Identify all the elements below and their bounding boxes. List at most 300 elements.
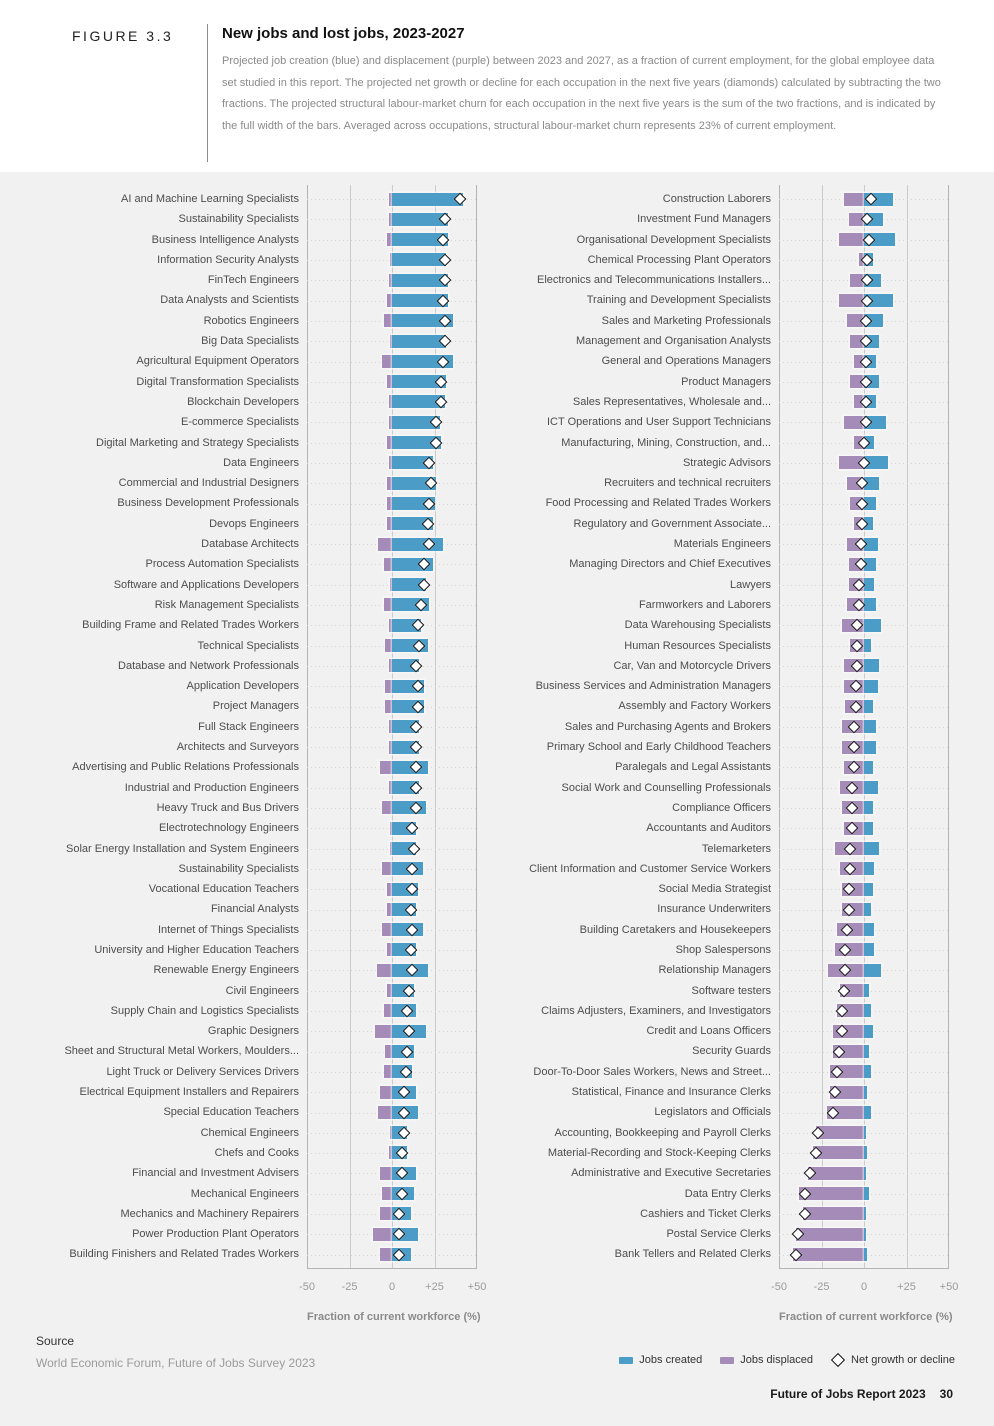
x-tick-label: 0 [388, 1281, 396, 1293]
jobs-created-bar [864, 741, 876, 754]
row-plot [307, 351, 477, 371]
figure-header [0, 0, 994, 172]
row-plot [779, 1123, 949, 1143]
occupation-row [36, 737, 477, 757]
occupation-label: Management and Organisation Analysts [575, 335, 771, 348]
row-plot [779, 1224, 949, 1244]
occupation-label: Material-Recording and Stock-Keeping Clerks [547, 1146, 771, 1159]
occupation-label: Power Production Plant Operators [132, 1228, 299, 1241]
occupation-row [36, 1204, 477, 1224]
occupation-row [508, 1082, 949, 1102]
row-plot [307, 960, 477, 980]
legend-item [720, 1354, 813, 1366]
row-plot [779, 230, 949, 250]
jobs-created-bar [864, 984, 869, 997]
jobs-displaced-bar [380, 1207, 392, 1220]
occupation-row [36, 311, 477, 331]
row-plot [307, 209, 477, 229]
chart-legend [619, 1354, 955, 1366]
jobs-displaced-bar [385, 639, 392, 652]
jobs-displaced-bar [384, 558, 393, 571]
report-title: Future of Jobs Report 2023 [770, 1387, 926, 1401]
jobs-created-bar [864, 801, 873, 814]
occupation-row [36, 1082, 477, 1102]
occupation-row [36, 1001, 477, 1021]
occupation-label: Sheet and Structural Metal Workers, Moulders... [64, 1045, 299, 1058]
occupation-label: Legislators and Officials [654, 1106, 771, 1119]
occupation-row [508, 412, 949, 432]
occupation-label: Training and Development Specialists [586, 294, 771, 307]
row-plot [307, 372, 477, 392]
occupation-row [508, 717, 949, 737]
row-plot [307, 818, 477, 838]
occupation-label: Business Intelligence Analysts [151, 233, 299, 246]
row-plot [307, 798, 477, 818]
row-plot [779, 798, 949, 818]
occupation-row [36, 981, 477, 1001]
occupation-row [508, 1204, 949, 1224]
row-plot [779, 1163, 949, 1183]
row-plot [307, 554, 477, 574]
occupation-label: Industrial and Production Engineers [124, 781, 299, 794]
occupation-row [508, 1001, 949, 1021]
occupation-label: Special Education Teachers [163, 1106, 299, 1119]
occupation-row [36, 1184, 477, 1204]
jobs-created-bar [864, 1126, 866, 1139]
occupation-row [508, 595, 949, 615]
x-tick-label: 0 [860, 1281, 868, 1293]
jobs-created-bar [864, 1228, 866, 1241]
jobs-created-bar [864, 862, 874, 875]
occupation-label: Technical Specialists [197, 639, 299, 652]
occupation-row [508, 554, 949, 574]
bar-rows [508, 189, 949, 1265]
row-plot [307, 270, 477, 290]
occupation-row [36, 615, 477, 635]
occupation-row [36, 1244, 477, 1264]
occupation-label: Digital Marketing and Strategy Specialists [96, 436, 299, 449]
occupation-label: Project Managers [212, 700, 299, 713]
occupation-row [508, 798, 949, 818]
occupation-label: Data Engineers [223, 456, 299, 469]
occupation-row [36, 412, 477, 432]
occupation-label: Insurance Underwriters [657, 903, 771, 916]
occupation-label: Mechanical Engineers [190, 1187, 299, 1200]
jobs-created-bar [864, 1248, 867, 1261]
jobs-displaced-bar [385, 700, 392, 713]
jobs-created-bar [864, 1086, 867, 1099]
row-plot [779, 1041, 949, 1061]
row-plot [307, 778, 477, 798]
occupation-row [36, 1123, 477, 1143]
row-plot [307, 595, 477, 615]
row-plot [307, 940, 477, 960]
occupation-label: Blockchain Developers [187, 395, 299, 408]
occupation-row [36, 1224, 477, 1244]
occupation-row [508, 534, 949, 554]
row-plot [779, 778, 949, 798]
row-plot [307, 1143, 477, 1163]
occupation-label: University and Higher Education Teachers [94, 943, 299, 956]
legend-item [831, 1354, 955, 1366]
jobs-displaced-bar [385, 680, 392, 693]
occupation-row [508, 331, 949, 351]
row-plot [779, 189, 949, 209]
row-plot [307, 859, 477, 879]
occupation-label: Strategic Advisors [682, 456, 771, 469]
x-tick-label: -50 [299, 1281, 315, 1293]
jobs-displaced-bar [385, 1045, 392, 1058]
figure-number: FIGURE 3.3 [72, 28, 174, 44]
occupation-row [36, 595, 477, 615]
row-plot [779, 433, 949, 453]
jobs-displaced-bar [839, 233, 865, 246]
row-plot [779, 1062, 949, 1082]
row-plot [307, 1001, 477, 1021]
row-plot [779, 250, 949, 270]
occupation-row [36, 209, 477, 229]
row-plot [307, 1082, 477, 1102]
x-axis-ticks [771, 1281, 959, 1295]
occupation-row [36, 250, 477, 270]
occupation-row [508, 514, 949, 534]
jobs-created-bar [864, 680, 878, 693]
row-plot [307, 879, 477, 899]
row-plot [779, 311, 949, 331]
row-plot [779, 615, 949, 635]
occupation-row [36, 392, 477, 412]
occupation-row [508, 818, 949, 838]
occupation-label: E-commerce Specialists [181, 416, 299, 429]
occupation-label: Application Developers [186, 680, 299, 693]
jobs-created-bar [864, 619, 881, 632]
row-plot [779, 1102, 949, 1122]
jobs-created-bar [864, 700, 873, 713]
row-plot [307, 1184, 477, 1204]
occupation-label: Chemical Processing Plant Operators [587, 253, 771, 266]
row-plot [307, 189, 477, 209]
x-tick-label: +50 [467, 1281, 487, 1293]
occupation-label: Business Development Professionals [117, 497, 299, 510]
occupation-label: Security Guards [692, 1045, 771, 1058]
jobs-created-bar [864, 598, 876, 611]
legend-item [619, 1354, 702, 1366]
jobs-created-bar [392, 538, 443, 551]
occupation-row [36, 656, 477, 676]
row-plot [779, 981, 949, 1001]
occupation-row [508, 1163, 949, 1183]
x-tick-label: +25 [897, 1281, 916, 1293]
occupation-label: Digital Transformation Specialists [136, 375, 299, 388]
occupation-label: Organisational Development Specialists [576, 233, 771, 246]
occupation-label: Graphic Designers [207, 1025, 299, 1038]
source-text: World Economic Forum, Future of Jobs Survey 2023 [36, 1356, 316, 1370]
occupation-row [36, 859, 477, 879]
jobs-displaced-bar [384, 314, 393, 327]
jobs-created-bar [864, 659, 879, 672]
jobs-displaced-bar [380, 1167, 392, 1180]
occupation-label: General and Operations Managers [601, 355, 771, 368]
source-heading: Source [36, 1334, 75, 1348]
occupation-label: Investment Fund Managers [637, 213, 771, 226]
occupation-label: Social Media Strategist [658, 883, 771, 896]
legend-label: Net growth or decline [851, 1354, 955, 1366]
jobs-displaced-bar [380, 1086, 392, 1099]
occupation-label: Manufacturing, Mining, Construction, and... [561, 436, 771, 449]
row-plot [779, 960, 949, 980]
occupation-label: Sales and Purchasing Agents and Brokers [564, 720, 771, 733]
occupation-label: Robotics Engineers [203, 314, 299, 327]
occupation-row [36, 331, 477, 351]
occupation-label: Supply Chain and Logistics Specialists [110, 1004, 299, 1017]
occupation-label: Software and Applications Developers [113, 578, 299, 591]
occupation-label: Advertising and Public Relations Professionals [72, 761, 299, 774]
row-plot [779, 737, 949, 757]
row-plot [779, 412, 949, 432]
occupation-label: Light Truck or Delivery Services Drivers [106, 1065, 299, 1078]
jobs-created-bar [864, 822, 873, 835]
occupation-label: Materials Engineers [673, 538, 771, 551]
occupation-row [36, 879, 477, 899]
occupation-label: Data Warehousing Specialists [624, 619, 771, 632]
row-plot [779, 493, 949, 513]
row-plot [307, 757, 477, 777]
row-plot [307, 899, 477, 919]
occupation-row [508, 1102, 949, 1122]
row-plot [779, 270, 949, 290]
occupation-label: Construction Laborers [662, 193, 771, 205]
occupation-row [508, 920, 949, 940]
occupation-label: Database and Network Professionals [118, 659, 299, 672]
row-plot [307, 615, 477, 635]
occupation-row [36, 534, 477, 554]
jobs-created-bar [864, 1004, 871, 1017]
occupation-label: Product Managers [681, 375, 771, 388]
occupation-label: Recruiters and technical recruiters [604, 477, 771, 490]
row-plot [779, 696, 949, 716]
occupation-row [508, 1062, 949, 1082]
row-plot [779, 1143, 949, 1163]
occupation-label: Building Finishers and Related Trades Workers [69, 1248, 299, 1261]
jobs-created-bar [864, 923, 874, 936]
occupation-label: Client Information and Customer Service Workers [529, 862, 771, 875]
occupation-row [36, 839, 477, 859]
occupation-row [36, 757, 477, 777]
row-plot [307, 311, 477, 331]
occupation-label: Paralegals and Legal Assistants [615, 761, 771, 774]
jobs-displaced-bar [793, 1248, 864, 1261]
occupation-label: Relationship Managers [658, 964, 771, 977]
occupation-label: Sustainability Specialists [178, 213, 299, 226]
row-plot [779, 717, 949, 737]
occupation-label: FinTech Engineers [207, 274, 299, 287]
occupation-row [508, 778, 949, 798]
row-plot [779, 392, 949, 412]
occupation-row [36, 636, 477, 656]
row-plot [307, 392, 477, 412]
occupation-label: Accounting, Bookkeeping and Payroll Clerks [554, 1126, 771, 1139]
occupation-row [36, 453, 477, 473]
occupation-label: Financial and Investment Advisers [132, 1167, 299, 1180]
jobs-created-bar [864, 761, 873, 774]
row-plot [779, 818, 949, 838]
jobs-created-bar [864, 943, 874, 956]
page-footer [770, 1387, 953, 1401]
occupation-label: Car, Van and Motorcycle Drivers [613, 659, 771, 672]
occupation-label: Primary School and Early Childhood Teachers [546, 741, 771, 754]
occupation-label: Sales and Marketing Professionals [601, 314, 771, 327]
occupation-row [36, 189, 477, 209]
row-plot [779, 1021, 949, 1041]
row-plot [307, 433, 477, 453]
occupation-label: Solar Energy Installation and System Engineers [66, 842, 299, 855]
occupation-label: Accountants and Auditors [646, 822, 771, 835]
row-plot [307, 1102, 477, 1122]
row-plot [307, 696, 477, 716]
jobs-displaced-bar [844, 193, 864, 206]
figure-title: New jobs and lost jobs, 2023-2027 [222, 25, 465, 42]
occupation-label: Mechanics and Machinery Repairers [120, 1207, 299, 1220]
occupation-label: Telemarketers [701, 842, 771, 855]
row-plot [307, 453, 477, 473]
occupation-row [508, 250, 949, 270]
jobs-displaced-bar [378, 1106, 392, 1119]
row-plot [779, 1082, 949, 1102]
occupation-row [508, 209, 949, 229]
jobs-created-bar [864, 1207, 866, 1220]
occupation-label: Vocational Education Teachers [148, 883, 299, 896]
occupation-label: Database Architects [201, 538, 299, 551]
row-plot [307, 514, 477, 534]
row-plot [307, 1123, 477, 1143]
row-plot [779, 920, 949, 940]
jobs-displaced-bar [382, 923, 392, 936]
occupation-label: Sustainability Specialists [178, 862, 299, 875]
occupation-label: Food Processing and Related Trades Workers [545, 497, 771, 510]
row-plot [307, 676, 477, 696]
row-plot [307, 839, 477, 859]
row-plot [779, 636, 949, 656]
occupation-label: Big Data Specialists [201, 335, 299, 348]
occupation-label: Chefs and Cooks [214, 1146, 299, 1159]
occupation-label: Human Resources Specialists [624, 639, 771, 652]
occupation-label: Process Automation Specialists [145, 558, 299, 571]
occupation-label: Software testers [691, 984, 771, 997]
row-plot [307, 575, 477, 595]
row-plot [779, 879, 949, 899]
occupation-label: Commercial and Industrial Designers [118, 477, 299, 490]
occupation-row [508, 351, 949, 371]
row-plot [307, 534, 477, 554]
occupation-row [508, 1244, 949, 1264]
row-plot [307, 230, 477, 250]
occupation-row [36, 473, 477, 493]
occupation-label: Electrotechnology Engineers [158, 822, 299, 835]
occupation-label: ICT Operations and User Support Technicians [547, 416, 771, 429]
row-plot [779, 656, 949, 676]
occupation-label: Managing Directors and Chief Executives [569, 558, 771, 571]
header-divider [207, 24, 208, 162]
row-plot [779, 575, 949, 595]
occupation-row [36, 270, 477, 290]
row-plot [307, 1224, 477, 1244]
occupation-label: Door-To-Door Sales Workers, News and Street... [533, 1065, 771, 1078]
occupation-label: AI and Machine Learning Specialists [121, 193, 299, 205]
occupation-row [508, 757, 949, 777]
jobs-created-bar [864, 1025, 873, 1038]
occupation-row [508, 1021, 949, 1041]
occupation-label: Assembly and Factory Workers [618, 700, 771, 713]
occupation-row [36, 798, 477, 818]
occupation-label: Financial Analysts [210, 903, 299, 916]
occupation-row [508, 737, 949, 757]
occupation-row [508, 859, 949, 879]
x-axis-label: Fraction of current workforce (%) [307, 1311, 481, 1323]
jobs-displaced-bar [377, 964, 392, 977]
occupation-label: Data Analysts and Scientists [160, 294, 299, 307]
occupation-row [508, 270, 949, 290]
occupation-row [36, 696, 477, 716]
occupation-row [508, 453, 949, 473]
row-plot [779, 209, 949, 229]
occupation-row [508, 433, 949, 453]
jobs-created-bar [864, 1146, 867, 1159]
occupation-label: Shop Salespersons [675, 943, 771, 956]
row-plot [307, 737, 477, 757]
occupation-label: Internet of Things Specialists [157, 923, 299, 936]
occupation-row [508, 230, 949, 250]
occupation-row [508, 372, 949, 392]
occupation-label: Agricultural Equipment Operators [136, 355, 299, 368]
jobs-created-bar [864, 781, 878, 794]
jobs-displaced-bar [382, 862, 392, 875]
occupation-row [508, 392, 949, 412]
occupation-row [508, 981, 949, 1001]
occupation-label: Heavy Truck and Bus Drivers [156, 801, 299, 814]
x-tick-label: -25 [341, 1281, 358, 1293]
occupation-row [36, 940, 477, 960]
occupation-row [36, 493, 477, 513]
occupation-row [36, 920, 477, 940]
occupation-row [36, 899, 477, 919]
jobs-displaced-bar [373, 1228, 392, 1241]
figure-description: Projected job creation (blue) and displacement (purple) between 2023 and 2027, as a fraction of current employment, for the global employee data set studied in this report. The projected net growth or decline for each occupation in the next five years (diamonds) calculated by subtracting the two fractions. The projected structural labour-market churn for each occupation in the next five years is the sum of the two fractions, and is indicated by the full width of the bars. Averaged across occupations, structural labour-market churn represents 23% of current employment. [222, 55, 941, 132]
occupation-row [36, 778, 477, 798]
occupation-label: Architects and Surveyors [176, 741, 299, 754]
occupation-row [508, 1123, 949, 1143]
occupation-row [508, 189, 949, 209]
occupation-label: Sales Representatives, Wholesale and... [572, 395, 771, 408]
jobs-created-bar [864, 720, 876, 733]
occupation-row [36, 1062, 477, 1082]
occupation-row [508, 1041, 949, 1061]
occupation-row [508, 839, 949, 859]
occupation-row [36, 1163, 477, 1183]
row-plot [779, 1204, 949, 1224]
occupation-label: Electrical Equipment Installers and Repairers [79, 1086, 299, 1099]
x-axis-ticks [299, 1281, 487, 1295]
row-plot [779, 514, 949, 534]
occupation-label: Postal Service Clerks [666, 1228, 771, 1241]
occupation-label: Social Work and Counselling Professionals [561, 781, 771, 794]
occupation-row [508, 1143, 949, 1163]
jobs-displaced-bar [803, 1207, 864, 1220]
net-growth-diamond-icon [831, 1353, 845, 1367]
occupation-row [36, 717, 477, 737]
legend-swatch-icon [619, 1357, 633, 1364]
row-plot [307, 412, 477, 432]
row-plot [307, 1021, 477, 1041]
